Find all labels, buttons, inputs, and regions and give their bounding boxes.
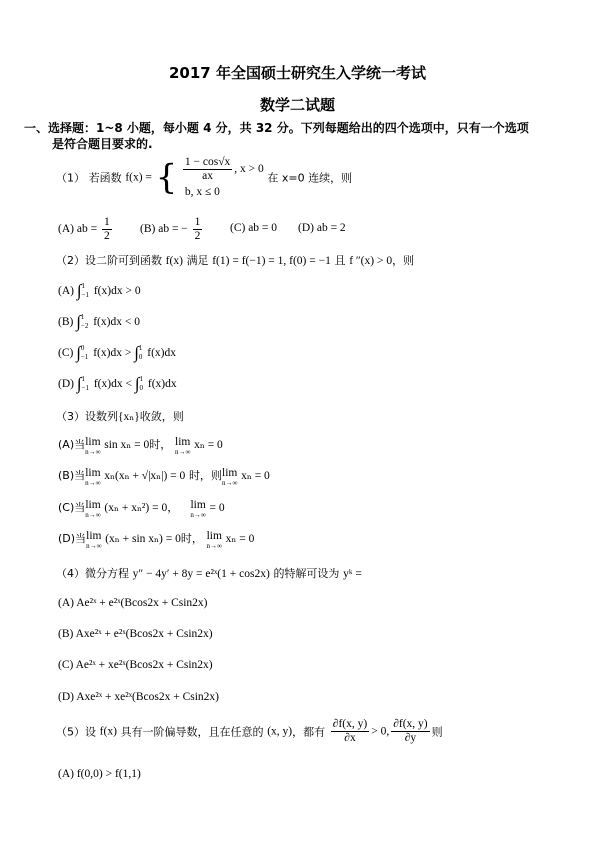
q4-option-b[interactable]	[58, 628, 213, 640]
fraction	[183, 156, 232, 183]
q4-option-a[interactable]	[58, 597, 208, 609]
option-expr: xₙ(xₙ + √|xₙ|) = 0	[104, 470, 186, 482]
q1-option-a[interactable]	[58, 216, 114, 243]
limit-word: lim	[86, 530, 102, 542]
question-3	[56, 408, 184, 424]
integral-sign: ∫	[76, 343, 81, 362]
integral-sign: ∫	[76, 281, 82, 300]
q1-option-d[interactable]: (D) ab = 2	[298, 222, 346, 234]
limit-subscript: n→∞	[221, 479, 238, 487]
option-label: (B)	[58, 628, 74, 640]
question-number: （1）	[56, 171, 85, 185]
left-brace: {	[155, 157, 178, 198]
section-heading-line2: 是符合题目要求的.	[52, 137, 153, 151]
integrand: f(x)dx <	[93, 378, 132, 390]
question-tail: 在 x=0 连续，则	[267, 171, 353, 185]
integral-sign: ∫	[134, 343, 139, 362]
case-condition: , x > 0	[234, 163, 264, 176]
fraction-denominator: ax	[202, 170, 213, 182]
question-tail: 则	[431, 725, 443, 739]
q3-option-a[interactable]	[58, 436, 223, 456]
lower-limit: 0	[139, 384, 143, 392]
lower-limit: −1	[81, 291, 89, 299]
fraction-denominator: ∂y	[404, 732, 417, 744]
question-number: （3）	[56, 410, 85, 423]
option-result: xₙ = 0	[241, 470, 270, 482]
option-label: (A)	[58, 223, 74, 236]
question-number: （5）	[56, 725, 85, 739]
question-2	[56, 252, 414, 268]
section-heading-line1: 一、选择题：1~8 小题，每小题 4 分，共 32 分。下列每题给出的四个选项中，只有一个选项	[24, 121, 529, 135]
q5-option-a[interactable]	[58, 768, 141, 780]
option-label: (A)当	[58, 438, 86, 451]
limit	[175, 436, 191, 456]
q2-option-d[interactable]	[58, 375, 177, 393]
upper-limit: 0	[80, 344, 85, 352]
q2-option-a[interactable]	[58, 282, 141, 300]
q1-option-b[interactable]	[140, 216, 204, 243]
question-tail: 收敛，则	[139, 410, 184, 423]
integral-sign: ∫	[76, 374, 82, 393]
question-text-mid2: 且	[334, 254, 346, 267]
piecewise-case-1	[181, 156, 264, 183]
integral-limits	[81, 313, 88, 331]
limit	[207, 530, 223, 550]
option-label: (A)	[58, 597, 74, 609]
integral-limits	[139, 344, 143, 362]
integral-sign: ∫	[134, 374, 140, 393]
option-label: (D)	[58, 378, 74, 390]
exam-title: 2017 年全国硕士研究生入学统一考试	[169, 64, 426, 82]
condition-2: f ″(x) > 0	[349, 255, 393, 267]
option-label: (C)当	[58, 501, 86, 514]
integrand: f(x)dx < 0	[93, 316, 140, 328]
option-expr: sin xₙ = 0	[104, 439, 150, 451]
upper-limit: 1	[139, 375, 143, 383]
limit	[190, 499, 206, 519]
option-expr: Axe²ˣ + xe²ˣ(Bcos2x + Csin2x)	[76, 691, 219, 703]
fraction-numerator: 1	[194, 216, 201, 228]
question-4	[56, 565, 362, 581]
integrand: f(x)dx	[147, 347, 176, 359]
option-mid: 时，	[180, 532, 203, 545]
option-mid: 时，则	[188, 469, 222, 482]
particular-solution: yᵏ =	[343, 568, 362, 580]
option-result: xₙ = 0	[225, 533, 255, 545]
q1-option-c[interactable]: (C) ab = 0	[230, 222, 278, 234]
function-name: f(x)	[99, 725, 117, 738]
q3-option-d[interactable]	[58, 530, 254, 550]
q4-option-c[interactable]	[58, 659, 213, 671]
q4-option-d[interactable]	[58, 691, 219, 703]
option-label: (B)当	[58, 469, 86, 482]
question-text: 若函数	[88, 171, 122, 185]
limit-word: lim	[175, 436, 191, 448]
integral	[76, 313, 90, 331]
question-number: （2）	[56, 254, 85, 267]
limit-word: lim	[222, 467, 238, 479]
limit-word: lim	[85, 467, 101, 479]
option-mid: 时，	[149, 438, 172, 451]
q2-option-b[interactable]	[58, 313, 140, 331]
partial-y-fraction	[391, 718, 429, 745]
piecewise-cases	[181, 156, 264, 199]
fraction	[193, 216, 203, 243]
question-tail: ，则	[392, 254, 415, 267]
integral-limits	[82, 282, 89, 300]
point: (x, y)	[267, 725, 293, 738]
limit	[85, 467, 101, 487]
integrand: f(x)dx > 0	[93, 285, 141, 297]
limit-word: lim	[190, 499, 206, 511]
piecewise-case-2: b, x ≤ 0	[184, 186, 220, 198]
integral-limits	[140, 375, 144, 393]
option-label: (D)	[58, 691, 74, 703]
integral	[135, 375, 145, 393]
fraction-numerator: 1	[103, 216, 110, 228]
question-1	[56, 156, 352, 199]
function-name: f(x)	[165, 255, 183, 267]
limit-subscript: n→∞	[86, 542, 102, 550]
question-number: （4）	[56, 567, 85, 580]
question-text: 设	[85, 725, 96, 739]
sequence: {xₙ}	[118, 411, 140, 423]
limit	[85, 436, 101, 456]
q2-option-c[interactable]	[58, 344, 176, 362]
upper-limit: 1	[80, 313, 85, 321]
limit-word: lim	[85, 436, 101, 448]
option-expr: Axe²ˣ + e²ˣ(Bcos2x + Csin2x)	[75, 628, 213, 640]
question-5	[56, 718, 443, 745]
limit-word: lim	[85, 499, 101, 511]
function-name: f(x) =	[125, 171, 152, 184]
limit-subscript: n→∞	[85, 511, 101, 519]
option-result: xₙ = 0	[194, 439, 223, 451]
option-expr: f(0,0) > f(1,1)	[76, 768, 141, 780]
limit	[86, 530, 102, 550]
limit	[85, 499, 101, 519]
option-label: (C)	[58, 659, 74, 671]
condition-1: f(1) = f(−1) = 1, f(0) = −1	[212, 255, 331, 267]
integral-sign: ∫	[76, 312, 81, 331]
exam-subtitle: 数学二试题	[259, 96, 335, 114]
integrand: f(x)dx >	[93, 347, 132, 359]
fraction-numerator: ∂f(x, y)	[332, 718, 368, 730]
option-expr: (xₙ + sin xₙ) = 0	[105, 533, 181, 545]
q3-option-c[interactable]	[58, 499, 225, 519]
option-expr: Ae²ˣ + xe²ˣ(Bcos2x + Csin2x)	[75, 659, 213, 671]
limit-subscript: n→∞	[85, 479, 101, 487]
option-result: = 0	[209, 502, 225, 514]
question-text: 微分方程	[85, 567, 129, 580]
integral	[134, 344, 144, 362]
lower-limit: 0	[138, 353, 143, 361]
upper-limit: 1	[81, 282, 86, 290]
question-text-mid2: ，都有	[292, 725, 326, 739]
option-expr: Ae²ˣ + e²ˣ(Bcos2x + Csin2x)	[76, 597, 208, 609]
option-label: (A)	[58, 285, 74, 297]
limit-subscript: n→∞	[206, 542, 223, 550]
option-label: (C)	[58, 347, 74, 359]
integral-limits	[81, 344, 88, 362]
lower-limit: −1	[80, 353, 89, 361]
limit-subscript: n→∞	[174, 448, 191, 456]
option-label: (A)	[58, 768, 74, 780]
fraction-numerator: ∂f(x, y)	[393, 718, 428, 730]
lower-limit: −1	[81, 384, 89, 392]
option-expr: ab =	[76, 223, 98, 236]
question-tail: 的特解可设为	[273, 567, 340, 580]
partial-x-fraction	[331, 718, 369, 745]
option-expr: ab = −	[158, 223, 188, 236]
limit-subscript: n→∞	[85, 448, 101, 456]
fraction-denominator: 2	[194, 230, 201, 242]
lower-limit: −2	[80, 322, 89, 330]
fraction	[102, 216, 112, 243]
option-expr: (xₙ + xₙ²) = 0，	[104, 502, 179, 514]
integral	[76, 344, 90, 362]
integral	[77, 282, 91, 300]
integrand: f(x)dx	[147, 378, 177, 390]
limit-subscript: n→∞	[190, 511, 206, 519]
inequality: > 0,	[371, 725, 390, 738]
fraction-denominator: 2	[103, 230, 110, 242]
q3-option-b[interactable]	[58, 467, 270, 487]
fraction-denominator: ∂x	[344, 732, 356, 744]
differential-equation: y″ − 4y′ + 8y = e²ˣ(1 + cos2x)	[132, 568, 270, 580]
limit-word: lim	[206, 530, 222, 542]
upper-limit: 1	[81, 375, 86, 383]
option-label: (B)	[140, 223, 156, 236]
integral-limits	[82, 375, 89, 393]
option-label: (B)	[58, 316, 74, 328]
limit	[222, 467, 238, 487]
upper-limit: 1	[138, 344, 143, 352]
option-label: (D)当	[58, 532, 87, 545]
integral	[77, 375, 91, 393]
question-text-mid: 满足	[186, 254, 209, 267]
question-text: 设数列	[85, 410, 118, 423]
fraction-numerator: 1 − cos√x	[184, 156, 231, 168]
question-text: 设二阶可到函数	[85, 254, 162, 267]
question-text-mid: 具有一阶偏导数，且在任意的	[120, 725, 264, 739]
